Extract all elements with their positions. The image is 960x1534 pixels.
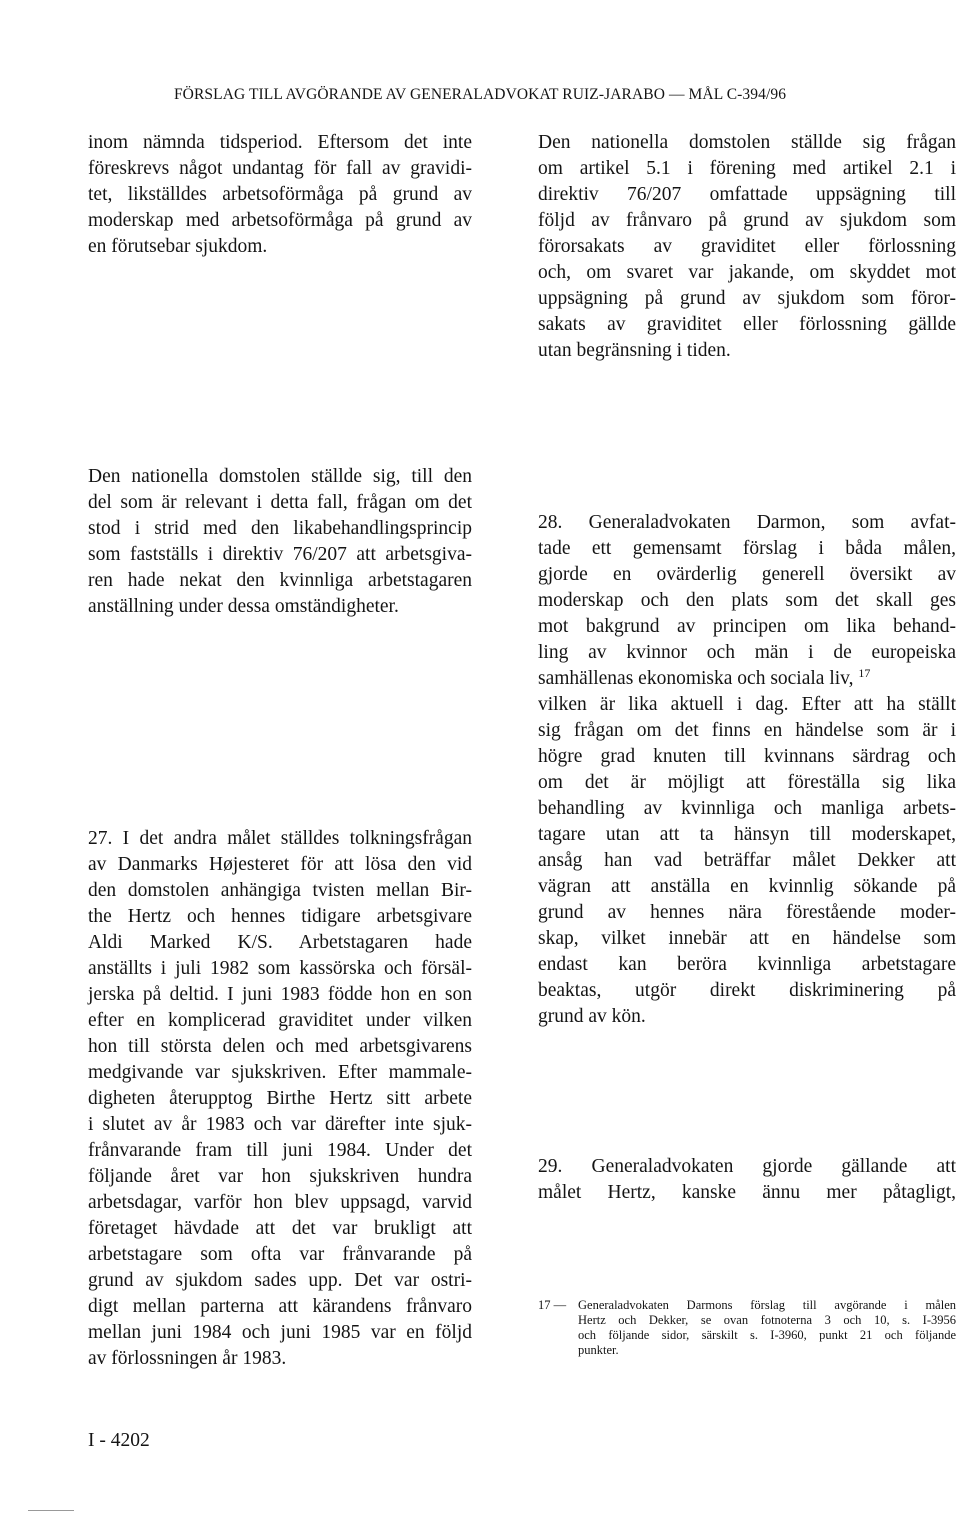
text-line: gjorde en ovärderlig generell översikt av — [538, 564, 956, 585]
text-line: tet, likställdes arbetsoförmåga på grund av — [88, 184, 472, 205]
text-line: digt mellan parterna att kärandens frånvaro — [88, 1296, 472, 1317]
text-line — [538, 666, 956, 692]
text-line: Den nationella domstolen ställde sig, till den — [88, 466, 472, 487]
text-line: tagare utan att ta hänsyn till moderskapet, — [538, 824, 956, 845]
text-line: tade ett gemensamt förslag i båda målen, — [538, 538, 956, 559]
text-line: medgivande var sjukskriven. Efter mammale- — [88, 1062, 472, 1083]
scan-mark-divider — [28, 1510, 74, 1511]
footnote-number: 17 — — [538, 1298, 567, 1312]
text-line: företaget hävdade att det var brukligt att — [88, 1218, 472, 1239]
paragraph-continuation — [88, 130, 472, 260]
text-line: del som är relevant i detta fall, frågan om det — [88, 492, 472, 513]
text-line: sakats av graviditet eller förlossning gällde — [538, 314, 956, 335]
text-line: grund av kön. — [538, 1006, 646, 1027]
text-line: inom nämnda tidsperiod. Eftersom det inte — [88, 132, 472, 153]
footnote-reference: 17 — [858, 666, 871, 680]
text-line: ansåg han vad beträffar målet Dekker att — [538, 850, 956, 871]
text-line: behandling av kvinnliga och manliga arbets- — [538, 798, 956, 819]
text-line: mot bakgrund av principen om lika behand- — [538, 616, 956, 637]
text-line: stod i strid med den likabehandlingsprincip — [88, 518, 472, 539]
text-line: frånvarande fram till juni 1984. Under det — [88, 1140, 472, 1161]
footnote-line: och följande sidor, särskilt s. I-3960, punkt 21 och följande — [578, 1328, 956, 1342]
text-line: anställts i juli 1982 som kassörska och försäl- — [88, 958, 472, 979]
footnote-line: punkter. — [578, 1343, 619, 1357]
text-line: av Danmarks Højesteret för att lösa den vid — [88, 854, 472, 875]
text-line: arbetsdagar, varför hon blev uppsagd, varvid — [88, 1192, 472, 1213]
running-header: FÖRSLAG TILL AVGÖRANDE AV GENERALADVOKAT RUIZ-JARABO — MÅL C-394/96 — [173, 86, 787, 103]
text-line: grund av hennes nära förestående moder- — [538, 902, 956, 923]
text-line: följande året var hon sjukskriven hundra — [88, 1166, 472, 1187]
text-line: hon till största delen och med arbetsgivarens — [88, 1036, 472, 1057]
footnote-17 — [538, 1298, 956, 1358]
text-line: uppsägning på grund av sjukdom som föror- — [538, 288, 956, 309]
paragraph-28 — [538, 510, 956, 1030]
text-line: 28. Generaladvokaten Darmon, som avfat- — [538, 512, 956, 533]
text-line: anställning under dessa omständigheter. — [88, 596, 399, 617]
text-line: Den nationella domstolen ställde sig frågan — [538, 132, 956, 153]
text-line: 27. I det andra målet ställdes tolkningsfrågan — [88, 828, 472, 849]
text-line: Aldi Marked K/S. Arbetstagaren hade — [88, 932, 472, 953]
paragraph-29 — [538, 1154, 956, 1206]
text-line: endast kan beröra kvinnliga arbetstagare — [538, 954, 956, 975]
text-line: vägran att anställa en kvinnlig sökande på — [538, 876, 956, 897]
text-line: följd av frånvaro på grund av sjukdom som — [538, 210, 956, 231]
text-line: högre grad knuten till kvinnans särdrag och — [538, 746, 956, 767]
text-line: 29. Generaladvokaten gjorde gällande att — [538, 1156, 956, 1177]
text-line: sig frågan om det finns en händelse som är i — [538, 720, 956, 741]
text-line: moderskap med arbetsoförmåga på grund av — [88, 210, 472, 231]
text-line: the Hertz och hennes tidigare arbetsgivare — [88, 906, 472, 927]
text-line: målet Hertz, kanske ännu mer påtagligt, — [538, 1182, 956, 1203]
text-line: mellan juni 1984 och juni 1985 var en följd — [88, 1322, 472, 1343]
text-line: utan begränsning i tiden. — [538, 340, 731, 361]
text-line: skap, vilket innebär att en händelse som — [538, 928, 956, 949]
text-line: ren hade nekat den kvinnliga arbetstagaren — [88, 570, 472, 591]
paragraph-27 — [88, 826, 472, 1372]
text-line: digheten återupptog Birthe Hertz sitt arbete — [88, 1088, 472, 1109]
text-line: den domstolen anhängiga tvisten mellan Bir- — [88, 880, 472, 901]
text-line: föreskrevs något undantag för fall av gravidi- — [88, 158, 472, 179]
text-line: beaktas, utgör direkt diskriminering på — [538, 980, 956, 1001]
page-number: I - 4202 — [88, 1430, 150, 1451]
footnote-body — [578, 1298, 956, 1358]
text-line: om artikel 5.1 i förening med artikel 2.1 i — [538, 158, 956, 179]
text-line: efter en komplicerad graviditet under vilken — [88, 1010, 472, 1031]
paragraph-question-1 — [538, 130, 956, 364]
text-line: i slutet av år 1983 och var därefter inte sjuk- — [88, 1114, 472, 1135]
text-line: av förlossningen år 1983. — [88, 1348, 287, 1369]
text-line-content: samhällenas ekonomiska och sociala liv, — [538, 668, 854, 689]
text-line: en förutsebar sjukdom. — [88, 236, 268, 257]
text-line: jerska på deltid. I juni 1983 födde hon en son — [88, 984, 472, 1005]
text-line: som fastställs i direktiv 76/207 att arbetsgiva- — [88, 544, 472, 565]
paragraph-question-2 — [88, 464, 472, 620]
text-line: moderskap och den plats som det skall ges — [538, 590, 956, 611]
footnote-line: Hertz och Dekker, se ovan fotnoterna 3 och 10, s. I-3956 — [578, 1313, 956, 1327]
text-line: arbetstagare som ofta var frånvarande på — [88, 1244, 472, 1265]
text-line: grund av sjukdom sades upp. Det var ostri- — [88, 1270, 472, 1291]
text-line: direktiv 76/207 omfattade uppsägning till — [538, 184, 956, 205]
text-line: ling av kvinnor och män i de europeiska — [538, 642, 956, 663]
text-line: och, om svaret var jakande, om skyddet mot — [538, 262, 956, 283]
footnote-line: Generaladvokaten Darmons förslag till avgörande i målen — [578, 1298, 956, 1312]
text-line: förorsakats av graviditet eller förlossning — [538, 236, 956, 257]
text-line: vilken är lika aktuell i dag. Efter att ha ställt — [538, 694, 956, 715]
text-line: om det är möjligt att föreställa sig lika — [538, 772, 956, 793]
